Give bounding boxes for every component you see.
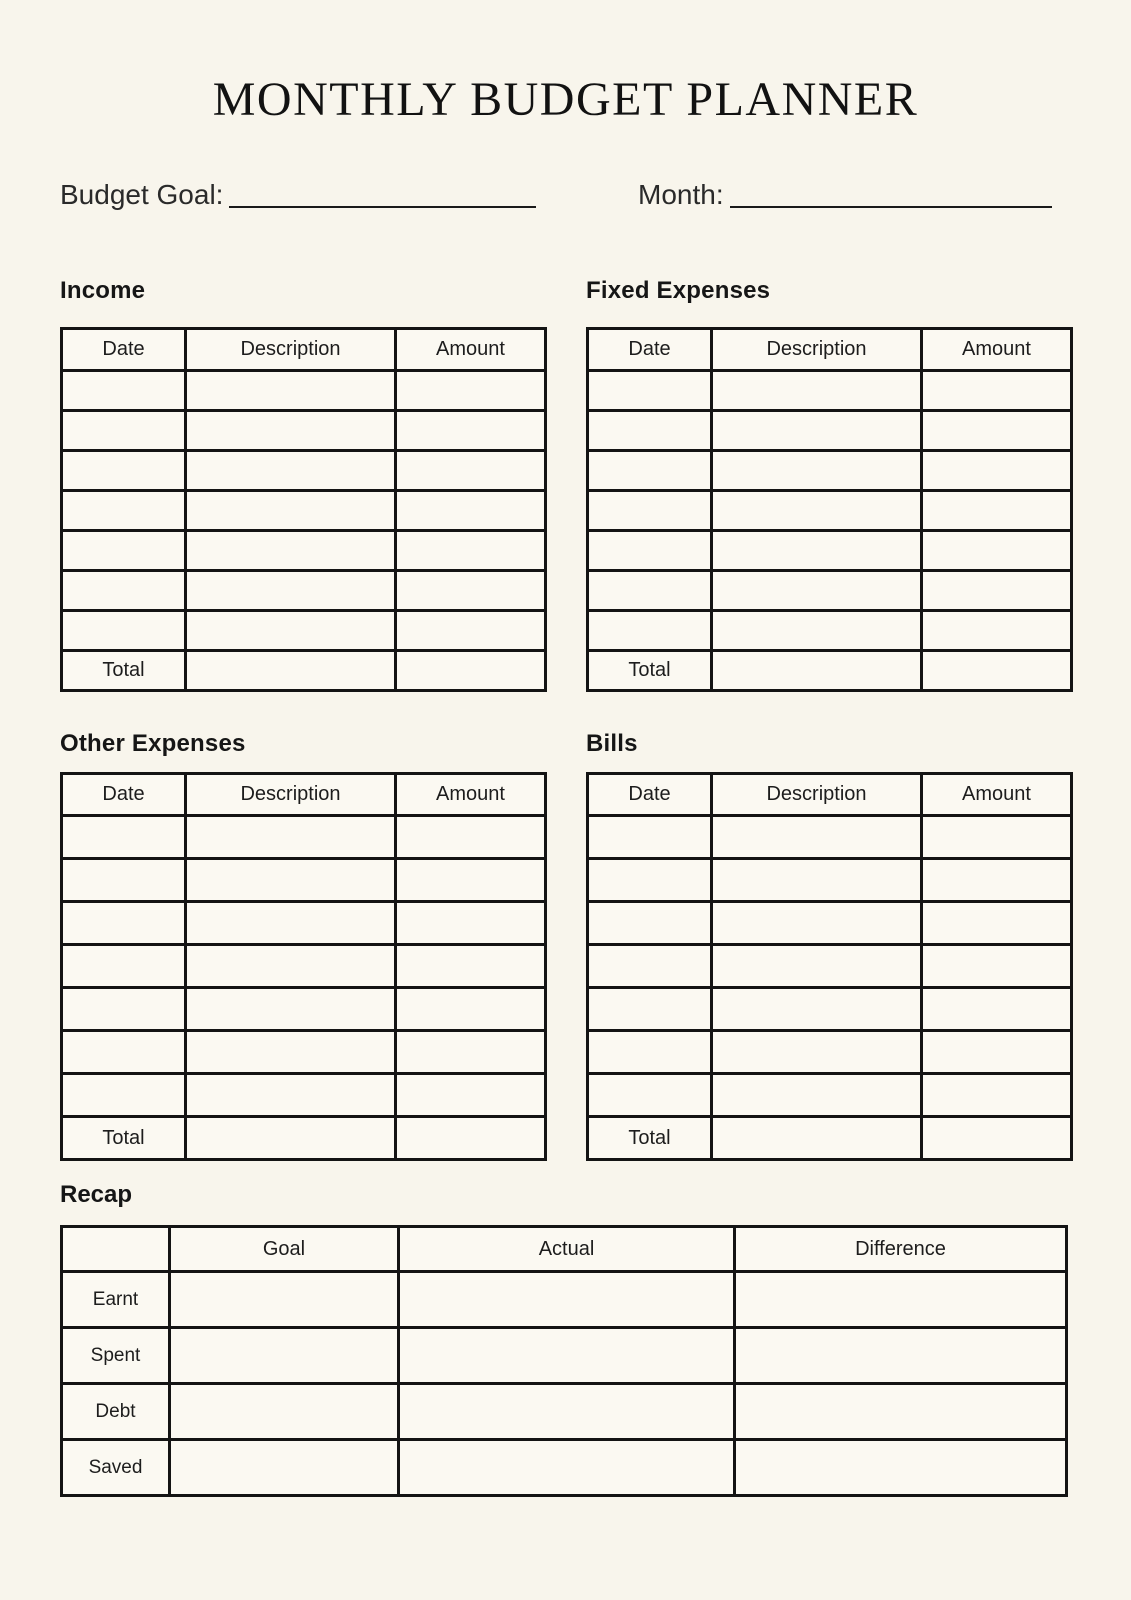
empty-cell[interactable] <box>712 531 922 571</box>
empty-cell[interactable] <box>396 451 546 491</box>
empty-cell[interactable] <box>922 1031 1072 1074</box>
empty-cell[interactable] <box>62 571 186 611</box>
bills-total-label: Total <box>588 1117 712 1160</box>
table-row <box>62 611 546 651</box>
recap-debt-difference-cell[interactable] <box>735 1384 1067 1440</box>
empty-cell[interactable] <box>922 988 1072 1031</box>
recap-col-goal: Goal <box>170 1227 399 1272</box>
empty-cell[interactable] <box>186 945 396 988</box>
bills-total-desc-cell[interactable] <box>712 1117 922 1160</box>
fixed-expenses-col-amount: Amount <box>922 329 1072 371</box>
table-row <box>62 902 546 945</box>
empty-cell[interactable] <box>396 859 546 902</box>
other-expenses-table-head <box>62 774 546 816</box>
empty-cell[interactable] <box>588 816 712 859</box>
table-row <box>62 988 546 1031</box>
recap-row-debt <box>62 1384 1067 1440</box>
table-row <box>62 1074 546 1117</box>
income-heading: Income <box>60 277 146 305</box>
empty-cell[interactable] <box>396 902 546 945</box>
header-row <box>62 774 546 816</box>
empty-cell[interactable] <box>922 945 1072 988</box>
table-row <box>588 1031 1072 1074</box>
empty-cell[interactable] <box>712 571 922 611</box>
empty-cell[interactable] <box>62 988 186 1031</box>
table-row <box>588 451 1072 491</box>
month-label: Month: <box>638 179 724 210</box>
recap-row-saved <box>62 1440 1067 1496</box>
income-table-head <box>62 329 546 371</box>
empty-cell[interactable] <box>62 451 186 491</box>
other-expenses-total-amount-cell[interactable] <box>396 1117 546 1160</box>
fixed-expenses-table-body <box>588 371 1072 691</box>
bills-col-amount: Amount <box>922 774 1072 816</box>
tables-row-2 <box>60 730 1070 1161</box>
income-section <box>60 277 544 692</box>
empty-cell[interactable] <box>62 902 186 945</box>
income-total-amount-cell[interactable] <box>396 651 546 691</box>
table-row <box>588 491 1072 531</box>
empty-cell[interactable] <box>62 371 186 411</box>
recap-section <box>60 1181 1065 1497</box>
bills-col-date: Date <box>588 774 712 816</box>
total-row <box>588 1117 1072 1160</box>
empty-cell[interactable] <box>62 1074 186 1117</box>
other-expenses-table <box>60 772 547 1161</box>
empty-cell[interactable] <box>396 411 546 451</box>
fixed-expenses-col-date: Date <box>588 329 712 371</box>
empty-cell[interactable] <box>186 531 396 571</box>
empty-cell[interactable] <box>712 491 922 531</box>
table-row <box>62 945 546 988</box>
month-input-line[interactable] <box>730 184 1052 208</box>
table-row <box>588 411 1072 451</box>
recap-debt-goal-cell[interactable] <box>170 1384 399 1440</box>
table-row <box>62 816 546 859</box>
empty-cell[interactable] <box>396 571 546 611</box>
empty-cell[interactable] <box>396 816 546 859</box>
empty-cell[interactable] <box>186 902 396 945</box>
empty-cell[interactable] <box>396 1074 546 1117</box>
empty-cell[interactable] <box>186 611 396 651</box>
empty-cell[interactable] <box>588 531 712 571</box>
recap-saved-actual-cell[interactable] <box>399 1440 735 1496</box>
bills-table-body <box>588 816 1072 1160</box>
income-total-desc-cell[interactable] <box>186 651 396 691</box>
header-row <box>588 774 1072 816</box>
fixed-expenses-total-amount-cell[interactable] <box>922 651 1072 691</box>
tables-row-1 <box>60 277 1070 692</box>
empty-cell[interactable] <box>922 531 1072 571</box>
table-row <box>62 371 546 411</box>
empty-cell[interactable] <box>712 859 922 902</box>
table-row <box>588 988 1072 1031</box>
recap-saved-goal-cell[interactable] <box>170 1440 399 1496</box>
recap-label-earnt: Earnt <box>62 1272 170 1328</box>
empty-cell[interactable] <box>712 945 922 988</box>
recap-table-body <box>62 1272 1067 1496</box>
empty-cell[interactable] <box>712 371 922 411</box>
recap-heading: Recap <box>60 1181 133 1209</box>
recap-earnt-actual-cell[interactable] <box>399 1272 735 1328</box>
empty-cell[interactable] <box>396 988 546 1031</box>
table-row <box>62 411 546 451</box>
income-col-amount: Amount <box>396 329 546 371</box>
header-row <box>588 329 1072 371</box>
other-expenses-table-body <box>62 816 546 1160</box>
budget-goal-field <box>60 179 536 211</box>
bills-total-amount-cell[interactable] <box>922 1117 1072 1160</box>
empty-cell[interactable] <box>712 611 922 651</box>
bills-table-head <box>588 774 1072 816</box>
empty-cell[interactable] <box>186 859 396 902</box>
recap-col-actual: Actual <box>399 1227 735 1272</box>
table-row <box>588 816 1072 859</box>
table-row <box>588 1074 1072 1117</box>
empty-cell[interactable] <box>396 491 546 531</box>
fixed-expenses-section <box>586 277 1070 692</box>
recap-row-earnt <box>62 1272 1067 1328</box>
empty-cell[interactable] <box>712 411 922 451</box>
total-row <box>62 1117 546 1160</box>
empty-cell[interactable] <box>186 371 396 411</box>
recap-spent-difference-cell[interactable] <box>735 1328 1067 1384</box>
other-expenses-total-label: Total <box>62 1117 186 1160</box>
bills-col-description: Description <box>712 774 922 816</box>
empty-cell[interactable] <box>712 1074 922 1117</box>
empty-cell[interactable] <box>396 1031 546 1074</box>
table-row <box>588 902 1072 945</box>
table-row <box>62 1031 546 1074</box>
bills-heading: Bills <box>586 730 638 758</box>
empty-cell[interactable] <box>922 571 1072 611</box>
table-row <box>588 945 1072 988</box>
empty-cell[interactable] <box>922 451 1072 491</box>
table-row <box>62 859 546 902</box>
empty-cell[interactable] <box>186 491 396 531</box>
bills-section <box>586 730 1070 1161</box>
header-row <box>62 329 546 371</box>
table-row <box>62 491 546 531</box>
income-col-date: Date <box>62 329 186 371</box>
recap-label-debt: Debt <box>62 1384 170 1440</box>
page-title: MONTHLY BUDGET PLANNER <box>212 73 919 126</box>
recap-table-head <box>62 1227 1067 1272</box>
empty-cell[interactable] <box>186 1074 396 1117</box>
budget-goal-input-line[interactable] <box>229 184 536 208</box>
empty-cell[interactable] <box>62 859 186 902</box>
month-field <box>638 179 1052 211</box>
header-row <box>62 1227 1067 1272</box>
fixed-expenses-table <box>586 327 1073 692</box>
empty-cell[interactable] <box>922 859 1072 902</box>
empty-cell[interactable] <box>712 1031 922 1074</box>
empty-cell[interactable] <box>396 531 546 571</box>
empty-cell[interactable] <box>922 611 1072 651</box>
empty-cell[interactable] <box>186 816 396 859</box>
recap-debt-actual-cell[interactable] <box>399 1384 735 1440</box>
fixed-expenses-col-description: Description <box>712 329 922 371</box>
budget-goal-label: Budget Goal: <box>60 179 224 210</box>
empty-cell[interactable] <box>712 988 922 1031</box>
recap-saved-difference-cell[interactable] <box>735 1440 1067 1496</box>
empty-cell[interactable] <box>186 1031 396 1074</box>
other-expenses-col-description: Description <box>186 774 396 816</box>
fixed-expenses-heading: Fixed Expenses <box>586 277 771 305</box>
recap-label-spent: Spent <box>62 1328 170 1384</box>
recap-earnt-goal-cell[interactable] <box>170 1272 399 1328</box>
empty-cell[interactable] <box>588 1074 712 1117</box>
empty-cell[interactable] <box>588 371 712 411</box>
empty-cell[interactable] <box>588 988 712 1031</box>
other-expenses-heading: Other Expenses <box>60 730 246 758</box>
recap-row-spent <box>62 1328 1067 1384</box>
income-table-body <box>62 371 546 691</box>
header-fields <box>60 179 1052 211</box>
empty-cell[interactable] <box>62 411 186 451</box>
empty-cell[interactable] <box>588 902 712 945</box>
empty-cell[interactable] <box>922 411 1072 451</box>
empty-cell[interactable] <box>62 945 186 988</box>
fixed-expenses-total-label: Total <box>588 651 712 691</box>
empty-cell[interactable] <box>588 571 712 611</box>
empty-cell[interactable] <box>62 611 186 651</box>
recap-earnt-difference-cell[interactable] <box>735 1272 1067 1328</box>
empty-cell[interactable] <box>588 611 712 651</box>
empty-cell[interactable] <box>712 902 922 945</box>
empty-cell[interactable] <box>922 371 1072 411</box>
recap-table <box>60 1225 1068 1497</box>
income-total-label: Total <box>62 651 186 691</box>
empty-cell[interactable] <box>922 902 1072 945</box>
bills-table <box>586 772 1073 1161</box>
empty-cell[interactable] <box>186 988 396 1031</box>
recap-col-difference: Difference <box>735 1227 1067 1272</box>
table-row <box>588 859 1072 902</box>
empty-cell[interactable] <box>712 451 922 491</box>
table-row <box>588 371 1072 411</box>
empty-cell[interactable] <box>588 411 712 451</box>
table-row <box>62 571 546 611</box>
empty-cell[interactable] <box>186 451 396 491</box>
empty-cell[interactable] <box>62 531 186 571</box>
fixed-expenses-total-desc-cell[interactable] <box>712 651 922 691</box>
income-col-description: Description <box>186 329 396 371</box>
empty-cell[interactable] <box>588 451 712 491</box>
empty-cell[interactable] <box>186 411 396 451</box>
total-row <box>588 651 1072 691</box>
empty-cell[interactable] <box>922 491 1072 531</box>
income-table <box>60 327 547 692</box>
table-row <box>588 571 1072 611</box>
fixed-expenses-table-head <box>588 329 1072 371</box>
other-expenses-col-amount: Amount <box>396 774 546 816</box>
empty-cell[interactable] <box>62 491 186 531</box>
empty-cell[interactable] <box>186 571 396 611</box>
other-expenses-total-desc-cell[interactable] <box>186 1117 396 1160</box>
empty-cell[interactable] <box>396 611 546 651</box>
empty-cell[interactable] <box>588 491 712 531</box>
empty-cell[interactable] <box>922 1074 1072 1117</box>
recap-corner-cell <box>62 1227 170 1272</box>
empty-cell[interactable] <box>588 859 712 902</box>
recap-label-saved: Saved <box>62 1440 170 1496</box>
table-row <box>588 531 1072 571</box>
empty-cell[interactable] <box>396 945 546 988</box>
table-row <box>62 451 546 491</box>
empty-cell[interactable] <box>588 1031 712 1074</box>
recap-spent-actual-cell[interactable] <box>399 1328 735 1384</box>
empty-cell[interactable] <box>588 945 712 988</box>
empty-cell[interactable] <box>712 816 922 859</box>
other-expenses-col-date: Date <box>62 774 186 816</box>
empty-cell[interactable] <box>922 816 1072 859</box>
other-expenses-section <box>60 730 544 1161</box>
table-row <box>588 611 1072 651</box>
empty-cell[interactable] <box>62 816 186 859</box>
total-row <box>62 651 546 691</box>
recap-spent-goal-cell[interactable] <box>170 1328 399 1384</box>
empty-cell[interactable] <box>62 1031 186 1074</box>
empty-cell[interactable] <box>396 371 546 411</box>
table-row <box>62 531 546 571</box>
